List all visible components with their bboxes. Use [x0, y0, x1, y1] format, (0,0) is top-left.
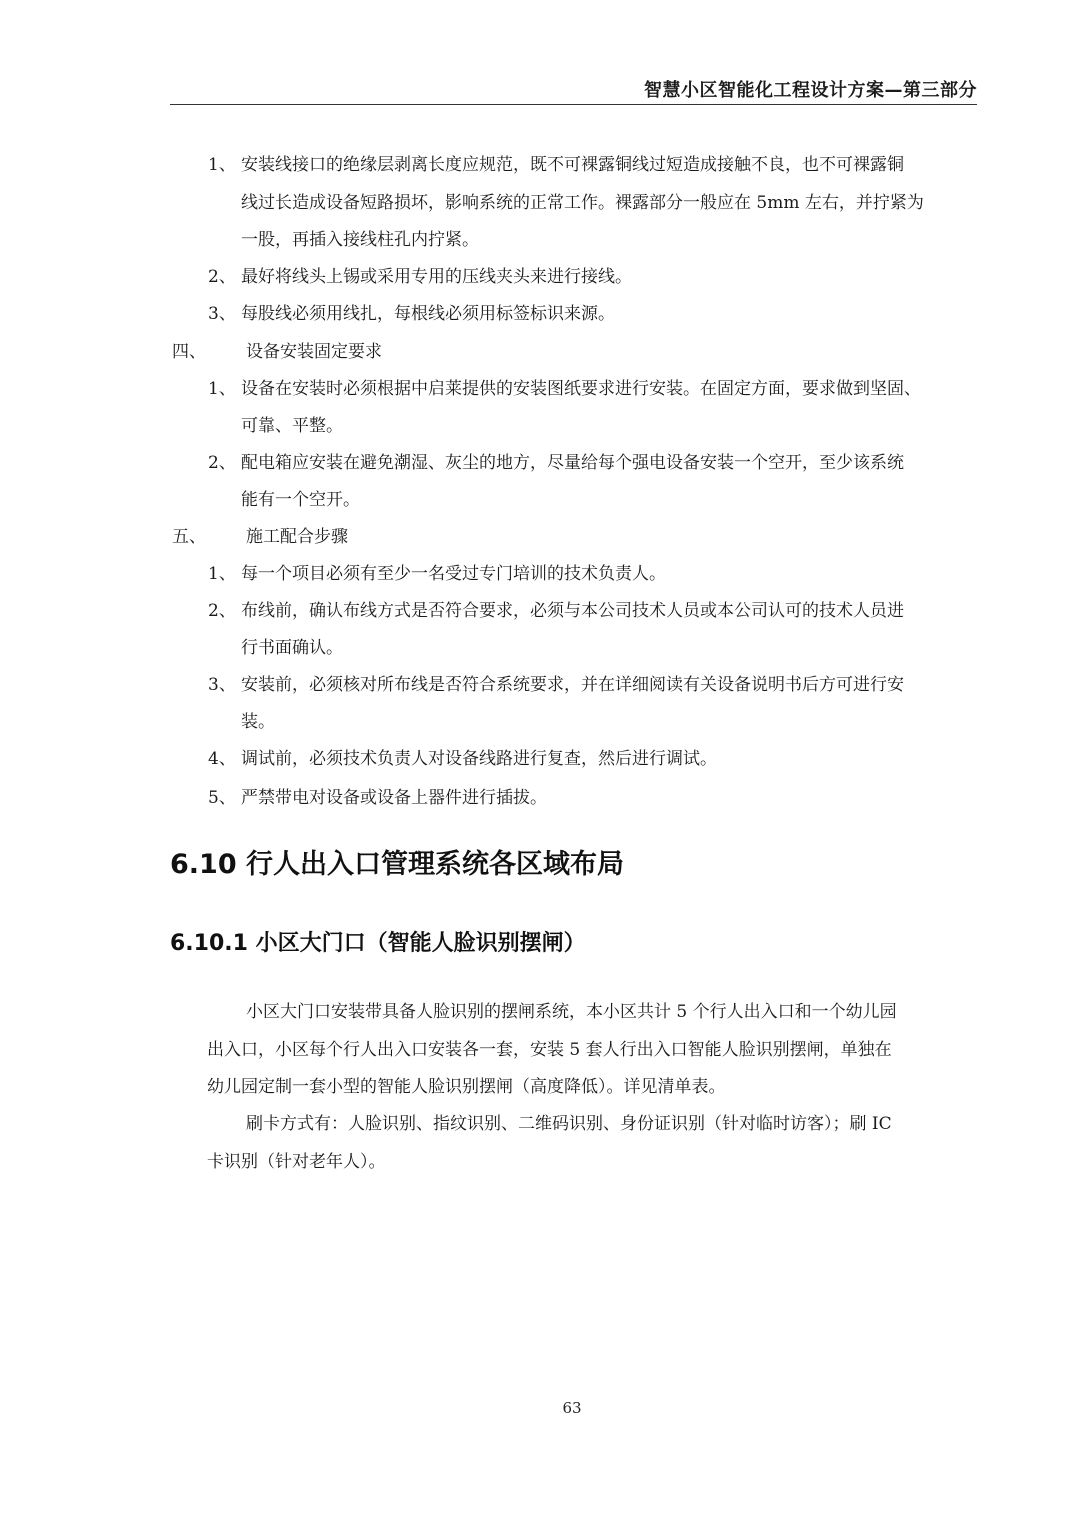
list-item-text: 每股线必须用线扎，每根线必须用标签标识来源。	[241, 304, 615, 324]
list-item-text: 布线前，确认布线方式是否符合要求，必须与本公司技术人员或本公司认可的技术人员进	[241, 601, 904, 621]
page-header	[170, 74, 977, 105]
list-item-text: 配电箱应安装在避免潮湿、灰尘的地方，尽量给每个强电设备安装一个空开，至少该系统	[241, 453, 904, 473]
list-item-text: 安装线接口的绝缘层剥离长度应规范，既不可裸露铜线过短造成接触不良，也不可裸露铜	[241, 155, 904, 175]
list-item-text: 可靠、平整。	[241, 416, 343, 436]
paragraph-line: 小区大门口安装带具备人脸识别的摆闸系统，本小区共计 5 个行人出入口和一个幼儿园	[246, 1002, 897, 1022]
paragraph-line: 卡识别（针对老年人）。	[207, 1152, 386, 1172]
document-page: 智慧小区智能化工程设计方案—第三部分 1、 安装线接口的绝缘层剥离长度应规范，既不可裸露铜线过短造成接触不良，也不可裸露铜 线过长造成设备短路损坏，影响系统的正常工作。裸露部分一般应在 5mm 左右，并拧紧为 一股，再插入接线柱孔内拧紧。 2、 最好将线头上锡或采用专用的压线夹头来进行接线。 3、 每股线必须用线扎，每根线必须用标签标识来源。 四、 设备安装固定要求 1、 设备在安装时必须根据中启莱提供的安装图纸要求进行安装。在固定方面，要求做到坚固、 可靠、平整。 2、 配电箱应安装在避免潮湿、灰尘的地方，尽量给每个强电设备安装一个空开，至少该系统 能有一个空开。 五、 施工配合步骤 1、 每一个项目必须有至少一名受过专门培训的技术负责人。 2、 布线前，确认布线方式是否符合要求，必须与本公司技术人员或本公司认可的技术人员进 行书面确认。 3、 安装前，必须核对所布线是否符合系统要求，并在详细阅读有关设备说明书后方可进行安 装。 4、 调试前，必须技术负责人对设备线路进行复查，然后进行调试。 5、 严禁带电对设备或设备上器件进行插拔。 6.10 行人出入口管理系统各区域布局 6.10.1 小区大门口（智能人脸识别摆闸） 小区大门口安装带具备人脸识别的摆闸系统，本小区共计 5 个行人出入口和一个幼儿园 出入口，小区每个行人出入口安装各一套，安装 5 套人行出入口智能人脸识别摆闸，单独在 幼儿园定制一套小型的智能人脸识别摆闸（高度降低）。详见清单表。 刷卡方式有：人脸识别、指纹识别、二维码识别、身份证识别（针对临时访客）；刷 IC 卡识别（针对老年人）。 63	[0, 0, 1080, 1526]
page-number: 63	[562, 1399, 582, 1417]
list-item-text: 装。	[241, 712, 275, 732]
list-item-text: 每一个项目必须有至少一名受过专门培训的技术负责人。	[241, 564, 666, 584]
list-item-text: 行书面确认。	[241, 638, 343, 658]
list-item-text: 调试前，必须技术负责人对设备线路进行复查，然后进行调试。	[241, 749, 717, 769]
section-title: 施工配合步骤	[246, 527, 348, 547]
section-heading-6-10-1: 6.10.1 小区大门口（智能人脸识别摆闸）	[170, 931, 586, 956]
paragraph-line: 出入口，小区每个行人出入口安装各一套，安装 5 套人行出入口智能人脸识别摆闸，单独在	[207, 1040, 892, 1060]
list-item-text: 安装前，必须核对所布线是否符合系统要求，并在详细阅读有关设备说明书后方可进行安	[241, 675, 904, 695]
list-item-text: 线过长造成设备短路损坏，影响系统的正常工作。裸露部分一般应在 5mm 左右，并拧紧为	[241, 193, 924, 213]
list-item-text: 最好将线头上锡或采用专用的压线夹头来进行接线。	[241, 267, 632, 287]
list-item-text: 设备在安装时必须根据中启莱提供的安装图纸要求进行安装。在固定方面，要求做到坚固、	[241, 379, 921, 399]
paragraph-line: 刷卡方式有：人脸识别、指纹识别、二维码识别、身份证识别（针对临时访客）；刷 IC	[246, 1114, 892, 1134]
section-title: 设备安装固定要求	[246, 342, 382, 362]
list-item-text: 严禁带电对设备或设备上器件进行插拔。	[241, 788, 547, 808]
list-item-text: 一股，再插入接线柱孔内拧紧。	[241, 230, 479, 250]
paragraph-line: 幼儿园定制一套小型的智能人脸识别摆闸（高度降低）。详见清单表。	[207, 1077, 726, 1097]
section-heading-6-10: 6.10 行人出入口管理系统各区域布局	[170, 849, 625, 880]
list-item-text: 能有一个空开。	[241, 490, 360, 510]
header-title: 智慧小区智能化工程设计方案—第三部分	[644, 80, 977, 101]
